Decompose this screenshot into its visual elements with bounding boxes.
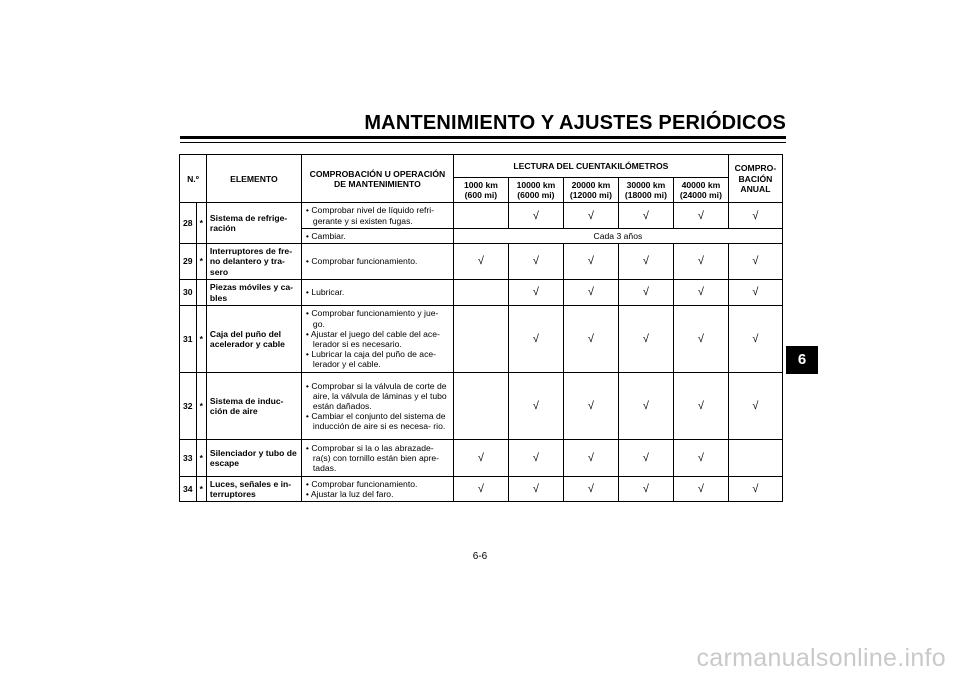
table-row [180, 280, 783, 306]
check-cell: √ [508, 203, 563, 228]
check-cell: √ [673, 306, 728, 373]
check-cell: √ [563, 280, 618, 306]
check-cell: √ [563, 203, 618, 228]
row-star [196, 280, 206, 306]
row-operation: • Lubricar. [301, 280, 453, 306]
header-interval: 10000 km (6000 mi) [508, 178, 563, 203]
row-number: 30 [180, 280, 197, 306]
row-number: 28 [180, 203, 197, 244]
row-number: 32 [180, 373, 197, 440]
page-number: 6-6 [472, 551, 488, 562]
row-element: Caja del puño del acelerador y cable [206, 306, 301, 373]
check-cell: √ [728, 203, 782, 228]
table-row [180, 203, 783, 228]
row-star: * [196, 203, 206, 244]
watermark: carmanualsonline.info [696, 644, 946, 672]
row-number: 34 [180, 477, 197, 502]
check-cell: √ [618, 280, 673, 306]
check-cell: √ [728, 280, 782, 306]
row-element: Interruptores de fre- no delantero y tra- sero [206, 244, 301, 280]
row-operation: • Cambiar. [301, 228, 453, 243]
check-cell: √ [673, 203, 728, 228]
check-cell: √ [618, 244, 673, 280]
header-interval: 20000 km (12000 mi) [563, 178, 618, 203]
row-operation: • Comprobar nivel de líquido refri- gerante y si existen fugas. [301, 203, 453, 228]
table-row [180, 477, 783, 502]
header-odometer: LECTURA DEL CUENTAKILÓMETROS [453, 155, 728, 178]
check-cell [453, 203, 508, 228]
header-interval: 1000 km (600 mi) [453, 178, 508, 203]
header-interval: 40000 km (24000 mi) [673, 178, 728, 203]
check-cell: √ [563, 477, 618, 502]
table-row [180, 244, 783, 280]
row-element: Piezas móviles y ca- bles [206, 280, 301, 306]
check-cell: √ [508, 306, 563, 373]
row-star: * [196, 306, 206, 373]
check-cell [453, 306, 508, 373]
check-cell: √ [508, 477, 563, 502]
table-row [180, 306, 783, 373]
check-cell: √ [563, 440, 618, 477]
row-operation: • Comprobar si la válvula de corte de aire, la válvula de láminas y el tubo están dañados. • Cambiar el conjunto del sistema de inducción de aire si es necesa- rio. [301, 373, 453, 440]
check-cell [728, 440, 782, 477]
check-cell: √ [618, 477, 673, 502]
header-operation: COMPROBACIÓN U OPERACIÓN DE MANTENIMIENTO [301, 155, 453, 203]
check-cell [453, 373, 508, 440]
title-rule-thin [180, 142, 786, 143]
interval-note: Cada 3 años [453, 228, 782, 243]
row-element: Sistema de induc- ción de aire [206, 373, 301, 440]
row-star: * [196, 373, 206, 440]
chapter-tab: 6 [786, 346, 818, 374]
check-cell: √ [508, 280, 563, 306]
check-cell: √ [618, 440, 673, 477]
maintenance-table [179, 154, 783, 502]
check-cell: √ [453, 477, 508, 502]
check-cell: √ [728, 244, 782, 280]
page-title: MANTENIMIENTO Y AJUSTES PERIÓDICOS [364, 112, 786, 134]
row-element: Luces, señales e in- terruptores [206, 477, 301, 502]
check-cell: √ [563, 373, 618, 440]
check-cell: √ [728, 477, 782, 502]
check-cell: √ [563, 306, 618, 373]
check-cell: √ [508, 373, 563, 440]
check-cell: √ [673, 440, 728, 477]
row-number: 29 [180, 244, 197, 280]
check-cell: √ [618, 306, 673, 373]
header-num: N.º [180, 155, 207, 203]
check-cell: √ [728, 306, 782, 373]
check-cell: √ [453, 440, 508, 477]
check-cell [453, 280, 508, 306]
row-operation: • Comprobar funcionamiento. • Ajustar la luz del faro. [301, 477, 453, 502]
check-cell: √ [673, 373, 728, 440]
check-cell: √ [508, 440, 563, 477]
row-star: * [196, 440, 206, 477]
check-cell: √ [563, 244, 618, 280]
title-rule-thick [180, 136, 786, 139]
check-cell: √ [508, 244, 563, 280]
row-number: 33 [180, 440, 197, 477]
row-operation: • Comprobar si la o las abrazade- ra(s) con tornillo están bien apre- tadas. [301, 440, 453, 477]
check-cell: √ [618, 203, 673, 228]
row-operation: • Comprobar funcionamiento y jue- go. • Ajustar el juego del cable del ace- lerador si es necesario. • Lubricar la caja del puño de ace- lerador y el cable. [301, 306, 453, 373]
check-cell: √ [673, 477, 728, 502]
check-cell: √ [673, 244, 728, 280]
check-cell: √ [728, 373, 782, 440]
row-star: * [196, 477, 206, 502]
table-row [180, 373, 783, 440]
row-element: Silenciador y tubo de escape [206, 440, 301, 477]
check-cell: √ [453, 244, 508, 280]
row-operation: • Comprobar funcionamiento. [301, 244, 453, 280]
header-annual: COMPRO- BACIÓN ANUAL [728, 155, 782, 203]
row-star: * [196, 244, 206, 280]
header-element: ELEMENTO [206, 155, 301, 203]
row-number: 31 [180, 306, 197, 373]
row-element: Sistema de refrige- ración [206, 203, 301, 244]
table-row [180, 440, 783, 477]
header-interval: 30000 km (18000 mi) [618, 178, 673, 203]
check-cell: √ [618, 373, 673, 440]
check-cell: √ [673, 280, 728, 306]
